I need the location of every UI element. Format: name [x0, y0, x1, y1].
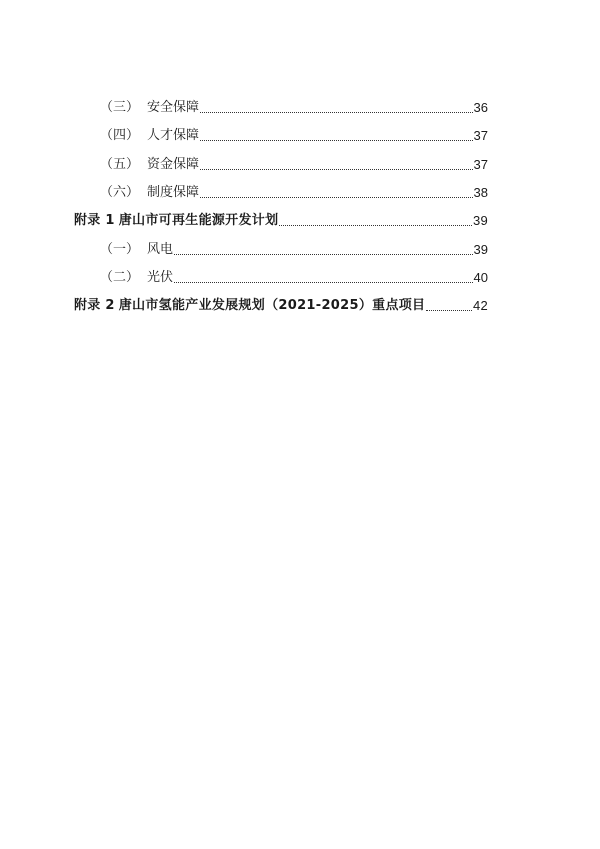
toc-entry-title: 安全保障	[147, 100, 200, 115]
toc-entry-title: 唐山市可再生能源开发计划	[118, 213, 279, 228]
toc-entry-funding-guarantee[interactable]	[100, 151, 488, 173]
toc-entry-number: （六）	[100, 185, 140, 200]
toc-entry-page-number: 40	[473, 270, 488, 285]
dot-leader	[200, 112, 473, 113]
dot-leader	[174, 282, 473, 283]
dot-leader	[279, 225, 472, 226]
toc-entry-safety-guarantee[interactable]	[100, 94, 488, 116]
toc-entry-talent-guarantee[interactable]	[100, 122, 488, 144]
dot-leader	[200, 197, 473, 198]
toc-entry-number: （四）	[100, 128, 140, 143]
toc-entry-number: （二）	[100, 270, 140, 285]
toc-entry-page-number: 39	[472, 213, 488, 228]
toc-entry-page-number: 36	[473, 100, 488, 115]
toc-entry-title: 制度保障	[147, 185, 200, 200]
toc-entry-system-guarantee[interactable]	[100, 179, 488, 201]
toc-entry-page-number: 38	[473, 185, 488, 200]
dot-leader	[200, 140, 473, 141]
toc-entry-number: （一）	[100, 242, 140, 257]
toc-entry-title: 人才保障	[147, 128, 200, 143]
toc-entry-wind-power[interactable]	[100, 236, 488, 258]
dot-leader	[426, 310, 472, 311]
toc-entry-title: 光伏	[147, 270, 174, 285]
toc-entry-title: 风电	[147, 242, 174, 257]
toc-entry-appendix-2[interactable]	[74, 292, 488, 314]
toc-entry-page-number: 42	[472, 298, 488, 313]
toc-entry-title: 资金保障	[147, 157, 200, 172]
toc-entry-number: 附录 2	[74, 298, 115, 313]
toc-entry-photovoltaic[interactable]	[100, 264, 488, 286]
toc-entry-appendix-1[interactable]	[74, 207, 488, 229]
toc-entry-title: 唐山市氢能产业发展规划（2021-2025）重点项目	[118, 298, 426, 313]
toc-entry-number: 附录 1	[74, 213, 115, 228]
dot-leader	[174, 254, 473, 255]
toc-entry-page-number: 37	[473, 128, 488, 143]
toc-entry-number: （五）	[100, 157, 140, 172]
toc-entry-page-number: 39	[473, 242, 488, 257]
toc-entry-page-number: 37	[473, 157, 488, 172]
toc-entry-number: （三）	[100, 100, 140, 115]
dot-leader	[200, 169, 473, 170]
